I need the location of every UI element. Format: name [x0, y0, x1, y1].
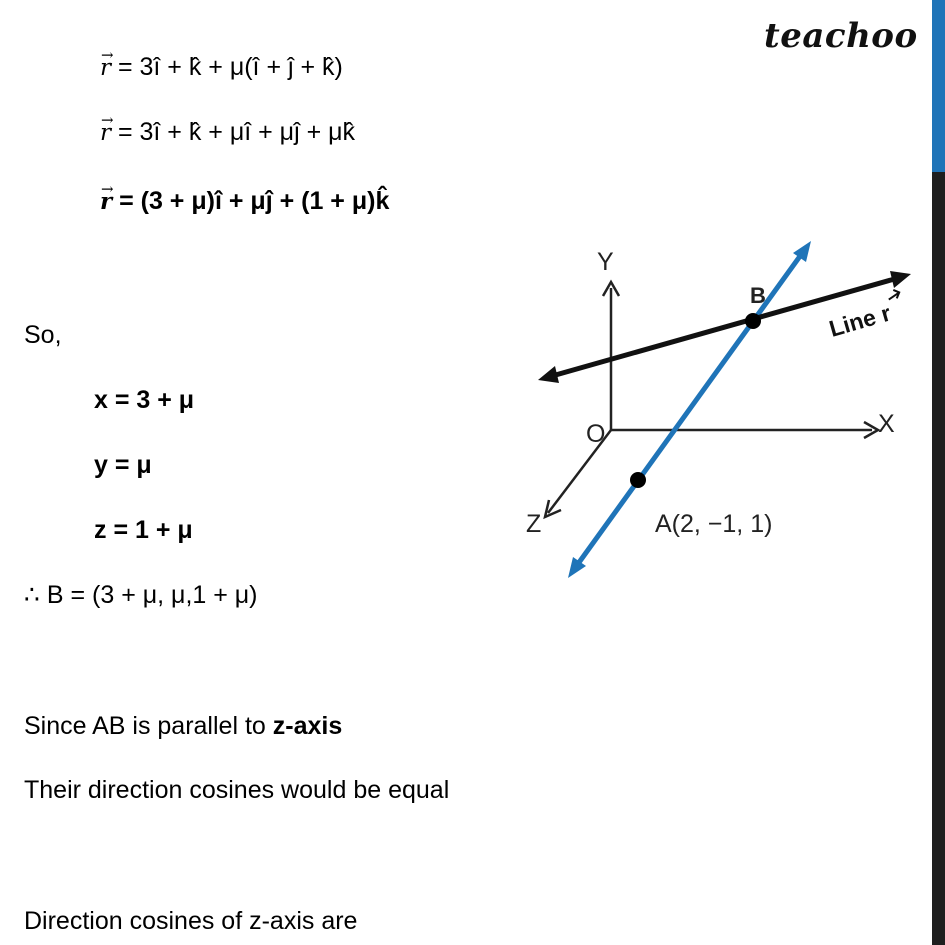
direction-cosines-z-axis: Direction cosines of z-axis are	[24, 907, 358, 935]
y-axis-label: Y	[597, 248, 614, 276]
point-b-dot	[745, 313, 761, 329]
cosines-equal-statement: Their direction cosines would be equal	[24, 776, 450, 804]
line-r-arrow-left-icon	[538, 366, 559, 383]
vector-r-symbol: → r	[100, 53, 111, 83]
line-r-vector-arrow-icon	[887, 289, 901, 301]
line-r-arrow-right-icon	[890, 271, 911, 288]
equation-line-2-rhs: = 3î + k̂ + μî + μĵ + μk̂	[111, 118, 356, 146]
x-equation: x = 3 + μ	[94, 386, 195, 414]
z-axis-term: z-axis	[272, 712, 343, 740]
point-a-dot	[630, 472, 646, 488]
y-equation: y = μ	[94, 451, 152, 479]
so-label: So,	[24, 321, 62, 349]
origin-label: O	[586, 420, 606, 448]
point-b-label: B	[750, 283, 766, 308]
point-b-expression: ∴ B = (3 + μ, μ,1 + μ)	[24, 581, 258, 609]
point-a-label: A(2, −1, 1)	[655, 510, 773, 538]
vector-r-symbol: → r	[100, 187, 112, 217]
parallel-statement-text: Since AB is parallel to	[24, 712, 273, 740]
equation-line-3-rhs: = (3 + μ)î + μĵ + (1 + μ)k̂	[112, 187, 390, 215]
line-r-label: Line r	[826, 299, 894, 342]
teachoo-logo: teachoo	[764, 16, 918, 56]
x-axis-label: X	[878, 410, 895, 438]
vector-r-symbol: → r	[100, 118, 111, 148]
z-axis-arrow-icon	[545, 500, 561, 517]
z-axis-label: Z	[526, 510, 542, 538]
z-equation: z = 1 + μ	[94, 516, 193, 544]
equation-line-1-rhs: = 3î + k̂ + μ(î + ĵ + k̂)	[111, 53, 343, 81]
